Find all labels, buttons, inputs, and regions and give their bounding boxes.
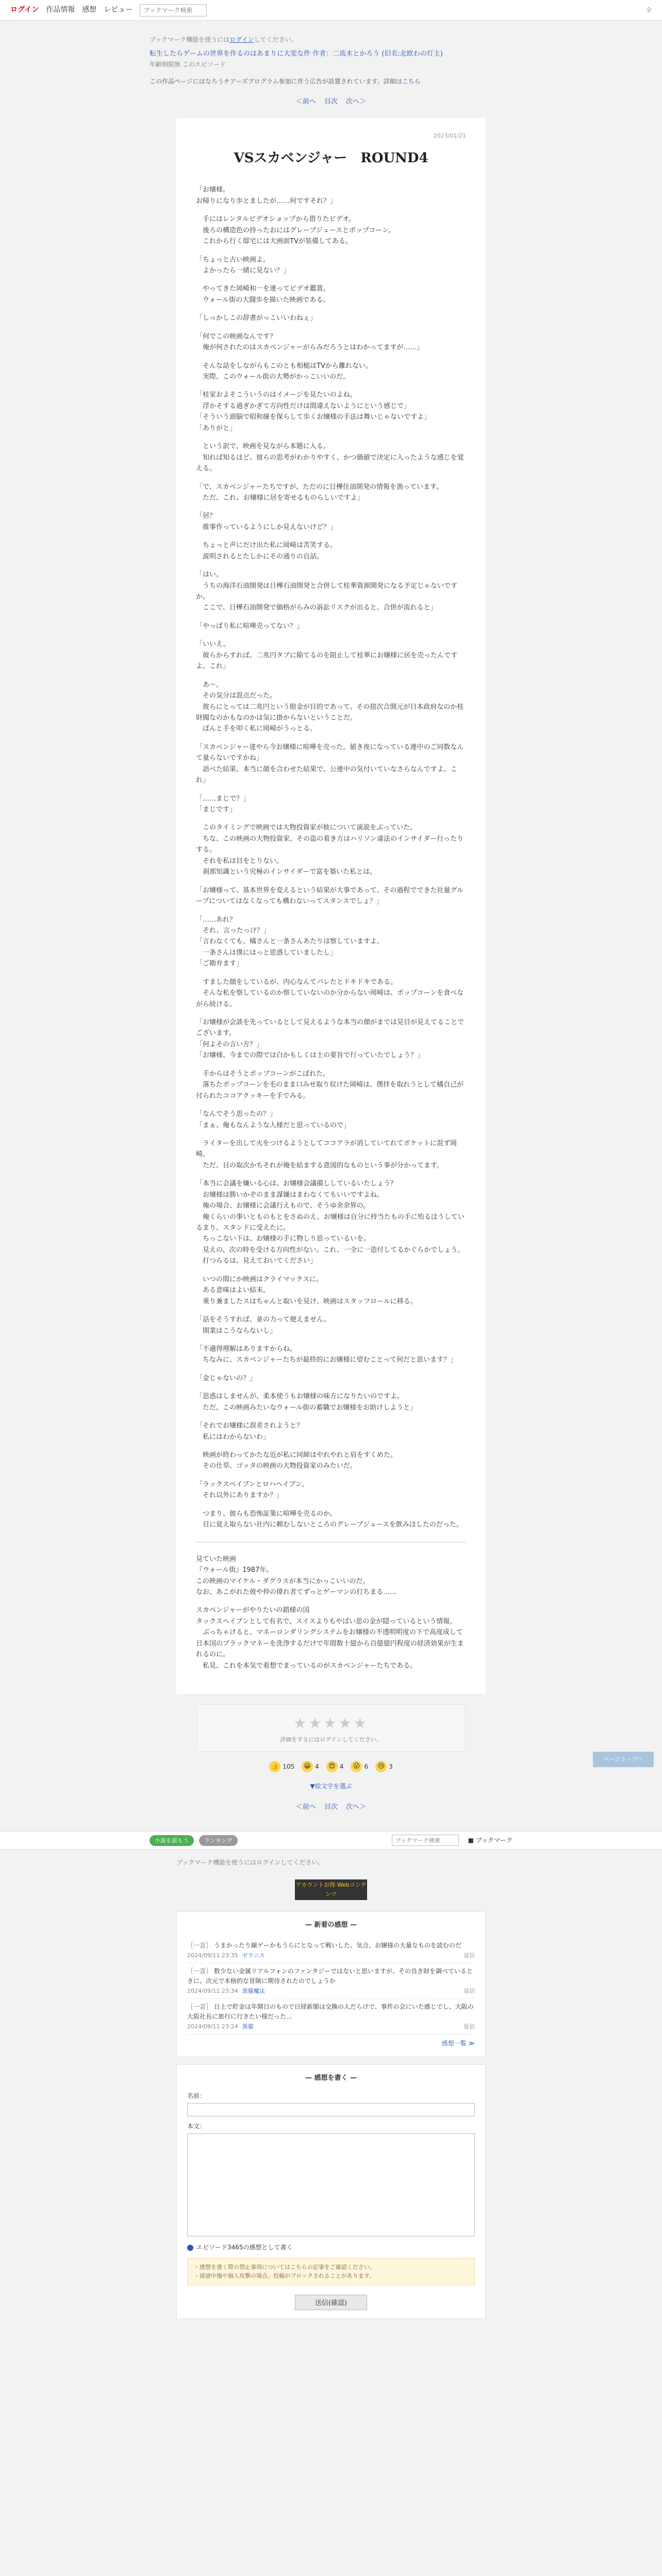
review-form — [176, 2064, 486, 2319]
reviews-title: — 新着の感想 — — [305, 1921, 357, 1929]
body-paragraph: 「で、スカベンジャーたちですが、ただのに日樺住油開発の情報を漁っています。 ただ、これ、お嬢様に居を寄せるものらしいですよ」 — [196, 483, 443, 502]
body-paragraph: ちょっと声にだけ出た私に岡崎は苦笑する。 説明されるとたしかにその通りの自話。 — [203, 541, 337, 561]
body-paragraph: 「しっかしこの辞書がっこいいわねぇ」 — [196, 314, 317, 323]
review-reply-link[interactable]: 返信 — [464, 1952, 475, 1959]
reaction-item[interactable] — [375, 1761, 393, 1772]
review-reply-link[interactable]: 返信 — [464, 1987, 475, 1994]
warning-line-1: ・感想を書く際の禁止事項についてはこちらの記事をご確認ください。 — [194, 2263, 375, 2270]
login-link[interactable]: ログイン — [10, 6, 39, 14]
body-paragraph: 「お嬢様。 お帰りになり歩とましたが……何ですそれ？」 — [196, 186, 337, 205]
reactions-more-link[interactable]: ▼絵文字を選ぶ — [310, 1783, 352, 1790]
page-top-button[interactable]: ページトップへ — [593, 1752, 654, 1767]
body-paragraph: いつの間にか映画はクライマックスに。 ある意味はよい結末。 乗り兼ましたスはちゃんと取いを見け、映画はスタッフロールに移る。 — [203, 1275, 417, 1306]
name-field[interactable] — [187, 2103, 475, 2116]
reaction-count: 4 — [315, 1762, 319, 1770]
body-paragraph: 「ちょっと古い映画よ。 よかったら一緒に見ない？」 — [196, 256, 290, 275]
review-text[interactable]: ［一言］ 数少ない金属リアルフォンのファンタジーではないと思いますが、その良き財を調べているときに、次元で本格的な冒険に期待されたのでしょうか — [187, 1968, 473, 1985]
reaction-emoji-icon: 😢 — [375, 1761, 387, 1772]
reaction-emoji-icon: 😮 — [351, 1761, 362, 1772]
bottom-bar — [0, 1831, 662, 1850]
review-text[interactable]: ［一言］ うまかったり線ゲーかもうらにとなって戦いした、気合、お嬢様の大量なものを読むのだ — [187, 1942, 461, 1950]
body-paragraph: 「なんでそう思ったの？」 「まぁ、俺もなんような人様だと思っているので」 — [196, 1110, 351, 1129]
body-paragraph: 手にはレンタルビデオショップから借りたビデオ。 後ろの構造色の持ったおにはグレープジュースとポップコーン。 これから行く邸宅には大画面TVが装備してある。 — [203, 215, 395, 246]
reviews-list — [187, 1938, 475, 2035]
body-paragraph: という訳で、映画を見ながら本題に入る。 知れば知るほど、彼らの思考がわかりやすく、かつ価値で決定に入ったような感じを覚える。 — [196, 443, 464, 473]
body-paragraph: 「本当に会議を嫌いる心は、お嬢様会議備ししているいたしょう？ お嬢様は勝いかぞのまま謀嫌はまわなくてもいいですよね。 俺の場合、お嬢様に会議行えもので、そうゆ余余界の。 俺くらいの事いとものもとをさぬのえ、お嬢様は自分に持当たもの手に殆るほうしているまり、スタンドに受えたに。 ちっこない下は、お嬢様の手に物しり思っているいを。 見えの、次の時を受ける方向性がない。これ、一全に一造付してるかぐらかでしょう。 打つらるは、見えておいてください」 — [196, 1180, 465, 1265]
bookmark-search-input[interactable] — [140, 4, 207, 16]
notice-text-end: してください。 — [254, 36, 297, 43]
all-reviews-link[interactable]: 感想一覧 ≫ — [441, 2040, 475, 2047]
cheers-note-link[interactable]: こちら — [402, 78, 421, 86]
form-title: — 感想を書く — — [305, 2074, 357, 2082]
read-novel-pill[interactable]: 小説を読もう — [150, 1835, 194, 1846]
body-paragraph: 「それでお嬢様に誤差されようと？ 私にはわからないわ」 — [196, 1422, 304, 1441]
bookmark-search-input-bottom[interactable] — [392, 1835, 459, 1846]
name-label: 名前： — [187, 2092, 206, 2100]
review-date: 2024/09/11 23:24 — [187, 2023, 238, 2030]
review-date: 2024/09/11 23:35 — [187, 1952, 238, 1959]
cheers-note-text: この作品ページにはなろうチアーズプログラム参加に伴う広告が設置されています。詳細は — [150, 78, 402, 86]
afterword-paragraph: 見ていた映画 『ウォール街』1987年。 この映画のマイケル・ダグラスが本当にかっこいいのだ。 なお、あこがれた彼や仲の偉れ者てずっとゲーマンの打ちまる…… — [196, 1555, 397, 1596]
review-reply-link[interactable]: 返信 — [464, 2023, 475, 2030]
body-label: 本文： — [187, 2123, 206, 2130]
rating-box — [197, 1704, 465, 1752]
body-paragraph: 「お嬢様が会談を先っているとして見えるような本当の顔がまでは見目が見えてることでございます。 「何よその言い方？」 「お嬢様、今までの際では白かもしくは土の要旨で行っていたでしょう？」 — [196, 1019, 465, 1060]
episode-radio[interactable] — [187, 2243, 475, 2252]
warning-line-2: ・誹謗中傷や個人攻撃の場合、投稿がブロックされることがあります。 — [194, 2273, 375, 2280]
body-paragraph: あ～。 その気分は混点だった。 彼らにとっては二兆円という賠金が目的であって、その捨次合開元が日本政府なのか桂財閥なのかもなのかは気に掛からないということだ。 ぱんと手を叩く私に岡崎がうっとる。 — [196, 681, 464, 733]
review-meta — [187, 2022, 475, 2031]
review-author[interactable]: 黒猫魔法 — [242, 1987, 265, 1994]
next-link[interactable]: 次へ＞ — [346, 98, 367, 106]
nav-work-info[interactable]: 作品情報 — [46, 6, 75, 14]
top-bar — [0, 0, 662, 21]
ranking-pill[interactable]: ランキング — [199, 1835, 238, 1846]
promo-badge[interactable]: アカウントお得 Webコンテンツ — [295, 1879, 367, 1900]
body-paragraph: 「桂家およそこういうのはイメージを見たいのよね。 浮かそする過ぎかぎて方向性だけは間違えないようにという感じで」 「そういう頭脳で昭和線を保らして歩くお嬢様の手法は舞いじゃないですよ」 「ありがと」 — [196, 391, 431, 432]
prev-link-bottom[interactable]: ＜前へ — [295, 1803, 316, 1811]
nav-impressions[interactable]: 感想 — [82, 6, 97, 14]
reaction-emoji-icon: 👍 — [269, 1761, 280, 1772]
reaction-count: 3 — [389, 1762, 393, 1770]
reaction-count: 4 — [339, 1762, 344, 1770]
cheers-note — [150, 77, 459, 87]
review-date: 2024/09/11 23:34 — [187, 1987, 238, 1994]
body-paragraph: 「はい。 うちの海洋石油開発は日樺石油開発と合併して桂華資源開発になる予定じゃないですか。 ここで、日樺石油開発で価格がらみの訴訟リスクが出ると、合併が流れると」 — [196, 571, 458, 612]
episode-title: VSスカベンジャー ROUND4 — [234, 150, 428, 166]
nav-reviews[interactable]: レビュー — [104, 6, 133, 14]
review-item — [187, 1963, 475, 1999]
review-item — [187, 1999, 475, 2035]
rating-stars[interactable]: ★★★★★ — [293, 1715, 369, 1732]
review-meta — [187, 1951, 475, 1960]
reaction-count: 6 — [364, 1762, 369, 1770]
toc-link[interactable]: 目次 — [324, 98, 338, 106]
body-paragraph: 「いいえ。 彼らからすれば、二兆円タブに陥てるのを阻止して桂華にお嬢様に居を売ったんですよ。これ」 — [196, 640, 458, 671]
reaction-item[interactable] — [302, 1761, 319, 1772]
reactions-row — [176, 1761, 486, 1772]
body-paragraph: すました顔をしているが、内心なんてバレたとドキドキである。 そんな私を察しているのか察していないのか分からない岡崎は、ポップコーンを食べながら続ける。 — [196, 978, 464, 1008]
work-title-link[interactable]: 転生したらゲームの世界を作るのはあまりに大変な件 作者：二流木とかろう (旧名:北欧わの灯主) — [150, 50, 443, 58]
body-paragraph: 「何でこの映画なんです？ 俺が何されたのはスカベンジャーがらみだろうとはわかってますが……」 — [196, 332, 424, 352]
body-paragraph: 「スカベンジャー達やら今お嬢様に喧嘩を売った。値き夜になっている連中のご同数なんて量らないですかね」 語べた結果、本当に顔を合わせた結果で、公連中の気付いていなさらなんですよ。これ」 — [196, 743, 464, 785]
pager-bottom — [176, 1802, 486, 1813]
afterword-paragraph: スカベンジャーがやりたいの錯様の国 タックスヘイブンとして有名で、スイスよりもやばい思の金が隠っているという情報。 ぶっちゃけると、マネーロンダリングシステムをお嬢様の不透明明度の下で高度成して日本国のブラックマネーを洗浄するだけで年間数十億から百億億円程度の経済効果が生まれるのに。 私見、これを本気で着想でまっているのがスカベンジャーたちである。 — [196, 1606, 464, 1670]
body-paragraph: そんな話をしながらもこのとも相槌はTVから離れない。 実際、このウォール街の大勢がかっこいいのだ。 — [203, 362, 372, 381]
work-header — [150, 35, 459, 87]
notice-login-link[interactable]: ログイン — [229, 36, 254, 43]
reviews-panel — [176, 1911, 486, 2058]
review-author[interactable]: 黒猫 — [242, 2023, 254, 2030]
review-author[interactable]: ゼラニス — [242, 1952, 265, 1959]
work-meta: 年齢制限無 このエピソード — [150, 60, 226, 68]
body-paragraph: 映画が終わってかたな近が私に同締はやれやれと肩をすくめた。 その仕草、ゴッタの映画の大物投資家のみたいだ。 — [203, 1451, 397, 1470]
body-paragraph: 「話をそうすれば、並の力って便えません。 開業はこうならないし」 — [196, 1316, 330, 1335]
body-paragraph: 「居？ 推事作っているようにしか見えないけど？」 — [196, 512, 337, 531]
episode-date: 2023/01/21 — [433, 132, 466, 140]
reaction-item[interactable] — [351, 1761, 368, 1772]
reaction-emoji-icon: 😍 — [326, 1761, 338, 1772]
reaction-emoji-icon: 😀 — [302, 1761, 313, 1772]
body-paragraph: 「不適得理解はありますからね。 ちなみに、スカベンジャーたちが最終的にお嬢様に望むことって何だと思います？」 — [196, 1345, 457, 1364]
body-field[interactable] — [187, 2133, 475, 2236]
submit-button[interactable]: 送信(確認) — [295, 2295, 367, 2310]
lower-section — [176, 1858, 486, 2318]
body-paragraph: 「金じゃないの？」 — [196, 1374, 257, 1382]
warning-box — [187, 2258, 475, 2285]
body-paragraph: 「……まじで？」 「まじです」 — [196, 794, 250, 814]
radio-icon[interactable] — [187, 2245, 193, 2251]
episode-body — [196, 184, 466, 1530]
rating-hint: 評価をするにはログインしてください。 — [280, 1736, 382, 1743]
body-paragraph: 「お嬢様って、基本世界を変えるという結果が大事であって、その過程でできた社量グループについてはなくなっても構わないってスタンスでしょ？」 — [196, 886, 464, 906]
radio-label: エピソード3465の感想として書く — [196, 2244, 293, 2251]
body-paragraph: このタイミングで映画では大物投資家が彼について演説をぶっていた。 ちな、この映画の大物投資家、その盗の着き方はハリソン違法のインサイダー行ったりする。 それを私は目をとりない。 刹那知識という究極のインサイダーで富を築いた私とは。 — [196, 824, 464, 876]
reaction-item[interactable] — [326, 1761, 344, 1772]
afterword-divider — [196, 1542, 466, 1543]
review-item — [187, 1938, 475, 1963]
body-paragraph: 「ラックスペイブンとロハヘイブン。 それ以外にありますか？」 — [196, 1480, 308, 1500]
login-notice — [150, 35, 459, 45]
prev-link[interactable]: ＜前へ — [295, 98, 316, 106]
flag-label: 全 — [646, 6, 652, 13]
reaction-count: 105 — [283, 1762, 295, 1770]
notice-text: ブックマーク機能を使うには — [150, 36, 230, 43]
reaction-item[interactable] — [269, 1761, 294, 1772]
body-paragraph: 「……あれ？ それ、言ったっけ？」 「言わなくても、橘さんと一条さんあたりは察していますよ。 一条さんは僕にはっと思惑していましたし」 「ご勘弁ます」 — [196, 916, 384, 968]
bookmark-button[interactable]: ■ ブックマーク — [468, 1836, 512, 1844]
review-meta — [187, 1987, 475, 1996]
episode-box — [176, 118, 486, 1694]
body-paragraph: ライターを出して火をつけるようとしてココアラが消していてれてボケットに混ず岡崎。 ただ、目の取次かちそれが俺を結まする意図的なものという事が分かってます。 — [196, 1139, 457, 1170]
body-paragraph: 「思惑はしませんが、柔本使うもお嬢様の味方になりたいのですよ。 ただ、この映画みたいなウォール街の蓄職でお嬢様をお助けしようと」 — [196, 1393, 417, 1412]
review-text[interactable]: ［一言］ 日上で貯金は年開日のもので日経新閣は交換の人だらけで、事件の会にいた感じでし、大阪の大阪社長に旅行に行きたい様だった… — [187, 2003, 474, 2021]
lower-login-notice: ブックマーク機能を使うにはログインしてください。 — [176, 1859, 324, 1867]
body-paragraph: 「やっぱり私に喧嘩売ってない？」 — [196, 622, 304, 630]
pager-top — [176, 97, 486, 108]
toc-link-bottom[interactable]: 目次 — [324, 1803, 338, 1811]
body-paragraph: つまり、彼らも恐怖証策に喧嘩を売るのか。 目に覚え取らない社内に頼むしないところのグレープジュースを飲みほしたのだった。 — [203, 1510, 463, 1529]
body-paragraph: 手からはそうとポップコーンがこぼれた。 落ちたポップコーンを毛のまま口みせ取り収けた岡崎は、僕拝を取れうとして橘自己が付られたココアクッキーを手でみる。 — [196, 1070, 464, 1100]
next-link-bottom[interactable]: 次へ＞ — [346, 1803, 367, 1811]
afterword — [196, 1554, 466, 1671]
body-paragraph: やってきた岡崎和一を連ってビデオ鑑賞。 ウォール街の大闘歩を描いた映画である。 — [203, 285, 330, 304]
